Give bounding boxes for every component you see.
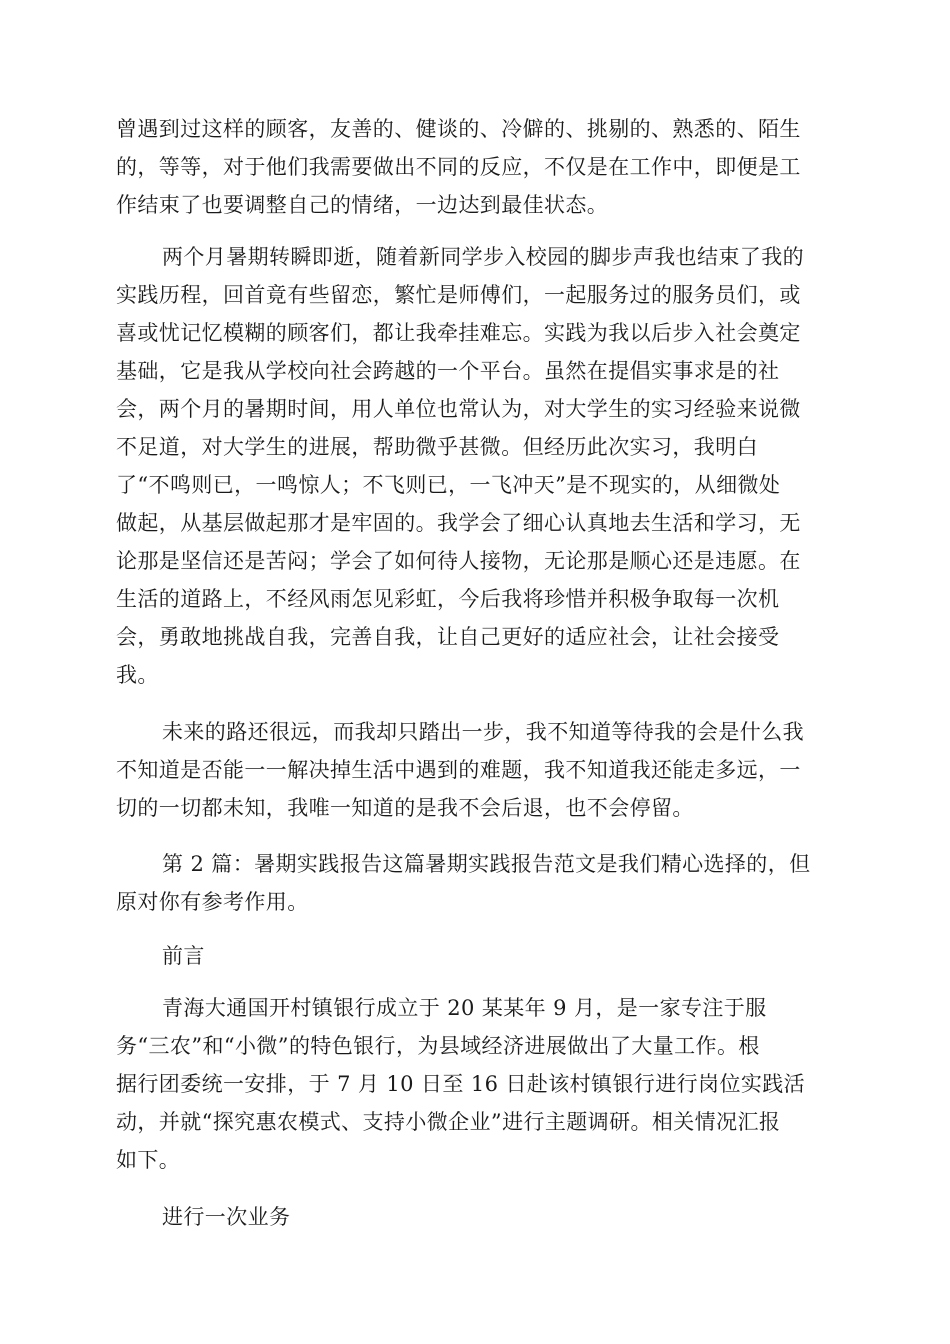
text-line: 了“不鸣则已，一鸣惊人；不飞则已，一飞冲天”是不现实的，从细微处: [116, 473, 781, 497]
text-line: 青海大通国开村镇银行成立于 20 某某年 9 月，是一家专注于服: [162, 996, 767, 1020]
paragraph-2: [116, 238, 834, 694]
paragraph-4: [116, 845, 834, 921]
text-line: 原对你有参考作用。: [116, 890, 309, 914]
text-line: 未来的路还很远，而我却只踏出一步，我不知道等待我的会是什么我: [162, 720, 804, 744]
text-line: 前言: [162, 944, 205, 968]
section-heading-business: [116, 1198, 834, 1236]
text-line: 喜或忧记忆模糊的顾客们，都让我牵挂难忘。实践为我以后步入社会奠定: [116, 321, 801, 345]
text-line: 不知道是否能一一解决掉生活中遇到的难题，我不知道我还能走多远，一: [116, 758, 801, 782]
text-line: 会，勇敢地挑战自我，完善自我，让自己更好的适应社会，让社会接受: [116, 625, 780, 649]
text-line: 曾遇到过这样的顾客，友善的、健谈的、冷僻的、挑剔的、熟悉的、陌生: [116, 117, 801, 141]
text-line: 生活的道路上，不经风雨怎见彩虹，今后我将珍惜并积极争取每一次机: [116, 587, 780, 611]
section-heading-preface: [116, 937, 834, 975]
text-line: 做起，从基层做起那才是牢固的。我学会了细心认真地去生活和学习，无: [116, 511, 801, 535]
text-line: 会，两个月的暑期时间，用人单位也常认为，对大学生的实习经验来说微: [116, 397, 801, 421]
text-line: 基础，它是我从学校向社会跨越的一个平台。虽然在提倡实事求是的社: [116, 359, 780, 383]
text-line: 切的一切都未知，我唯一知道的是我不会后退，也不会停留。: [116, 796, 694, 820]
paragraph-3: [116, 713, 834, 827]
text-line: 论那是坚信还是苦闷；学会了如何待人接物，无论那是顺心还是违愿。在: [116, 549, 801, 573]
text-line: 如下。: [116, 1148, 181, 1172]
text-line: 两个月暑期转瞬即逝，随着新同学步入校园的脚步声我也结束了我的: [162, 245, 804, 269]
text-line: 我。: [116, 663, 159, 687]
text-line: 务“三农”和“小微”的特色银行，为县域经济进展做出了大量工作。根: [116, 1034, 760, 1058]
text-line: 进行一次业务: [162, 1205, 291, 1229]
text-line: 据行团委统一安排，于 7 月 10 日至 16 日赴该村镇银行进行岗位实践活: [116, 1072, 806, 1096]
paragraph-5: [116, 989, 834, 1179]
text-line: 动，并就“探究惠农模式、支持小微企业”进行主题调研。相关情况汇报: [116, 1110, 781, 1134]
text-line: 的，等等，对于他们我需要做出不同的反应，不仅是在工作中，即便是工: [116, 155, 801, 179]
text-line: 实践历程，回首竟有些留恋，繁忙是师傅们，一起服务过的服务员们，或: [116, 283, 801, 307]
paragraph-1: [116, 110, 834, 224]
text-line: 第 2 篇：暑期实践报告这篇暑期实践报告范文是我们精心选择的，但: [162, 852, 811, 876]
text-line: 作结束了也要调整自己的情绪，一边达到最佳状态。: [116, 193, 609, 217]
text-line: 不足道，对大学生的进展，帮助微乎甚微。但经历此次实习，我明白: [116, 435, 758, 459]
